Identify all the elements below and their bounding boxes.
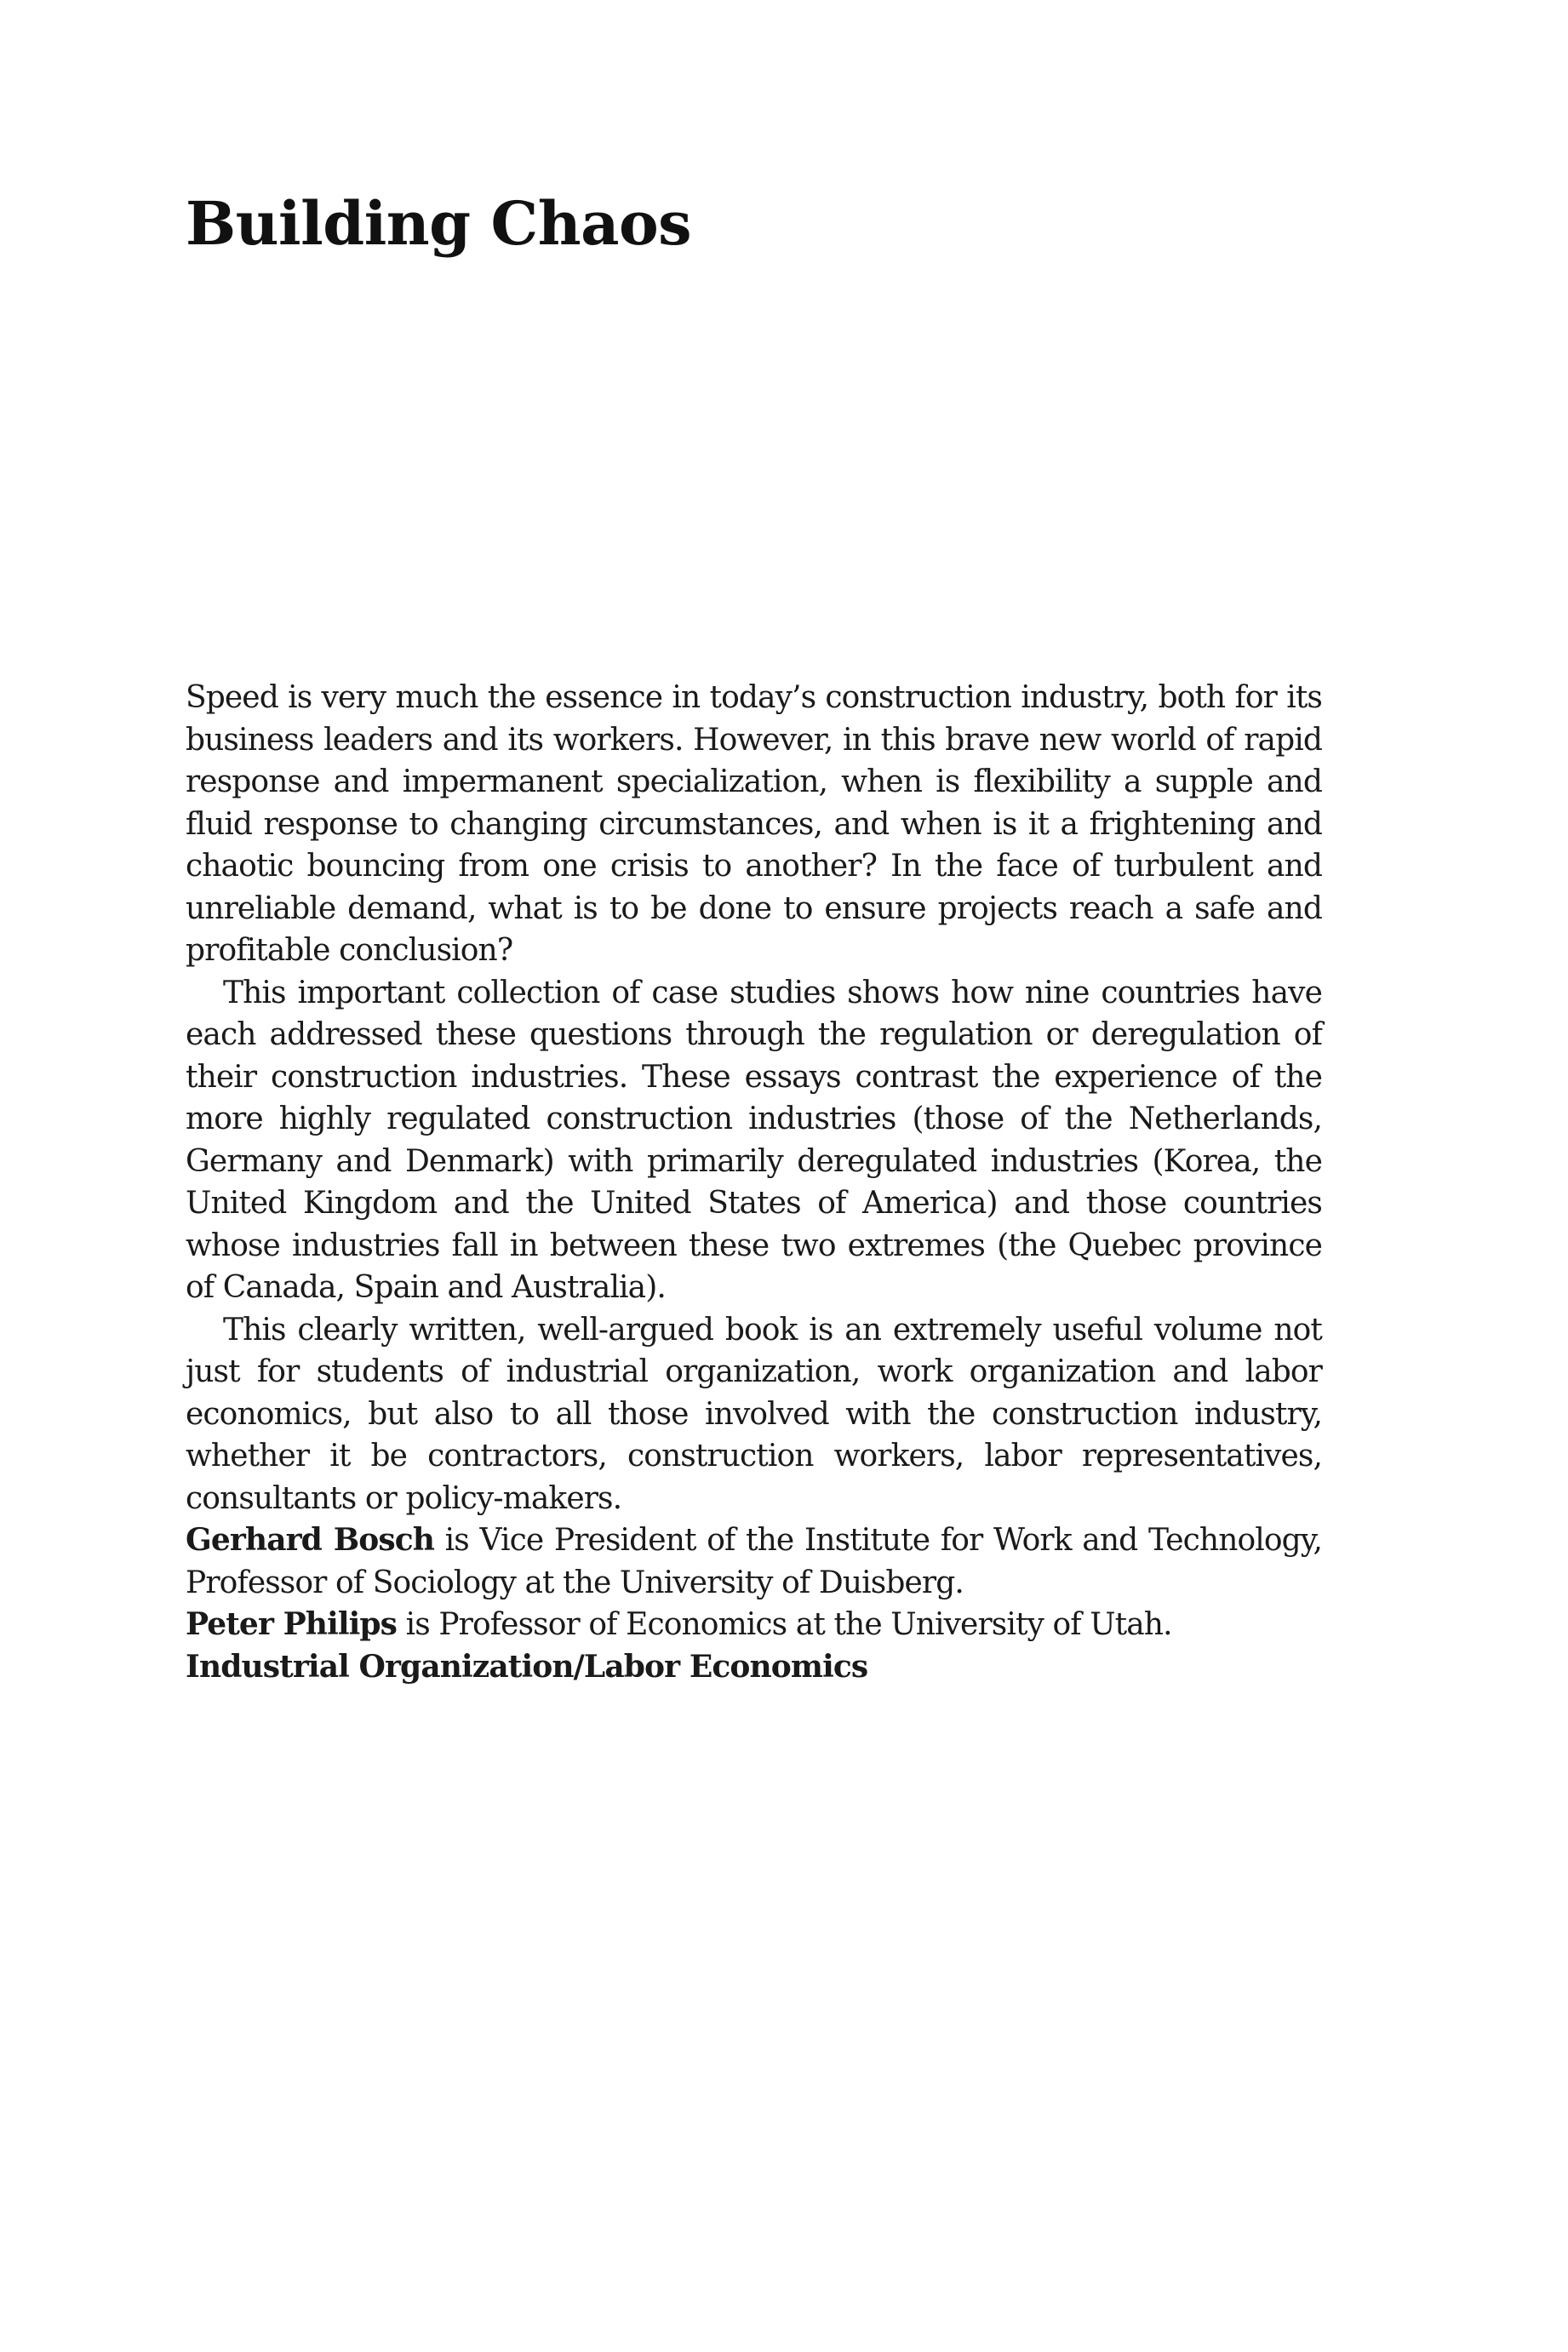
author-bio-text-philips: is Professor of Economics at the University of Utah. (397, 1607, 1172, 1642)
author-bio-philips (186, 1604, 1322, 1646)
description-paragraph-2: This important collection of case studies shows how nine countries have each addressed these questions through the regulation or deregulation of their construction industries. These essays contrast the experience of the more highly regulated construction industries (those of the Netherlands, Germany and Denmark) with primarily deregulated industries (Korea, the United Kingdom and the United States of America) and those countries whose industries fall in between these two extremes (the Quebec province of Canada, Spain and Australia). (186, 975, 1322, 1305)
author-name-philips: Peter Philips (186, 1606, 398, 1642)
book-title: Building Chaos (186, 188, 692, 259)
description-paragraph-3: This clearly written, well-argued book is an extremely useful volume not just for students of industrial organization, work organization and labor economics, but also to all those involved with the construction industry, whether it be contractors, construction workers, labor representatives, consultants or policy-makers. (186, 1312, 1322, 1516)
author-bio-bosch (186, 1519, 1322, 1604)
description-paragraph-1: Speed is very much the essence in today’s construction industry, both for its business leaders and its workers. However, in this brave new world of rapid response and impermanent specialization, when is flexibility a supple and fluid response to changing circumstances, and when is it a frightening and chaotic bouncing from one crisis to another? In the face of turbulent and unreliable demand, what is to be done to ensure projects reach a safe and profitable conclusion? (186, 680, 1322, 968)
subject-category: Industrial Organization/Labor Economics (186, 1648, 868, 1685)
author-name-bosch: Gerhard Bosch (186, 1522, 435, 1558)
author-bio-text-bosch: is Vice President of the Institute for Work and Technology, Professor of Sociology at the University of Duisberg. (186, 1523, 1323, 1600)
book-description (186, 677, 1322, 1688)
